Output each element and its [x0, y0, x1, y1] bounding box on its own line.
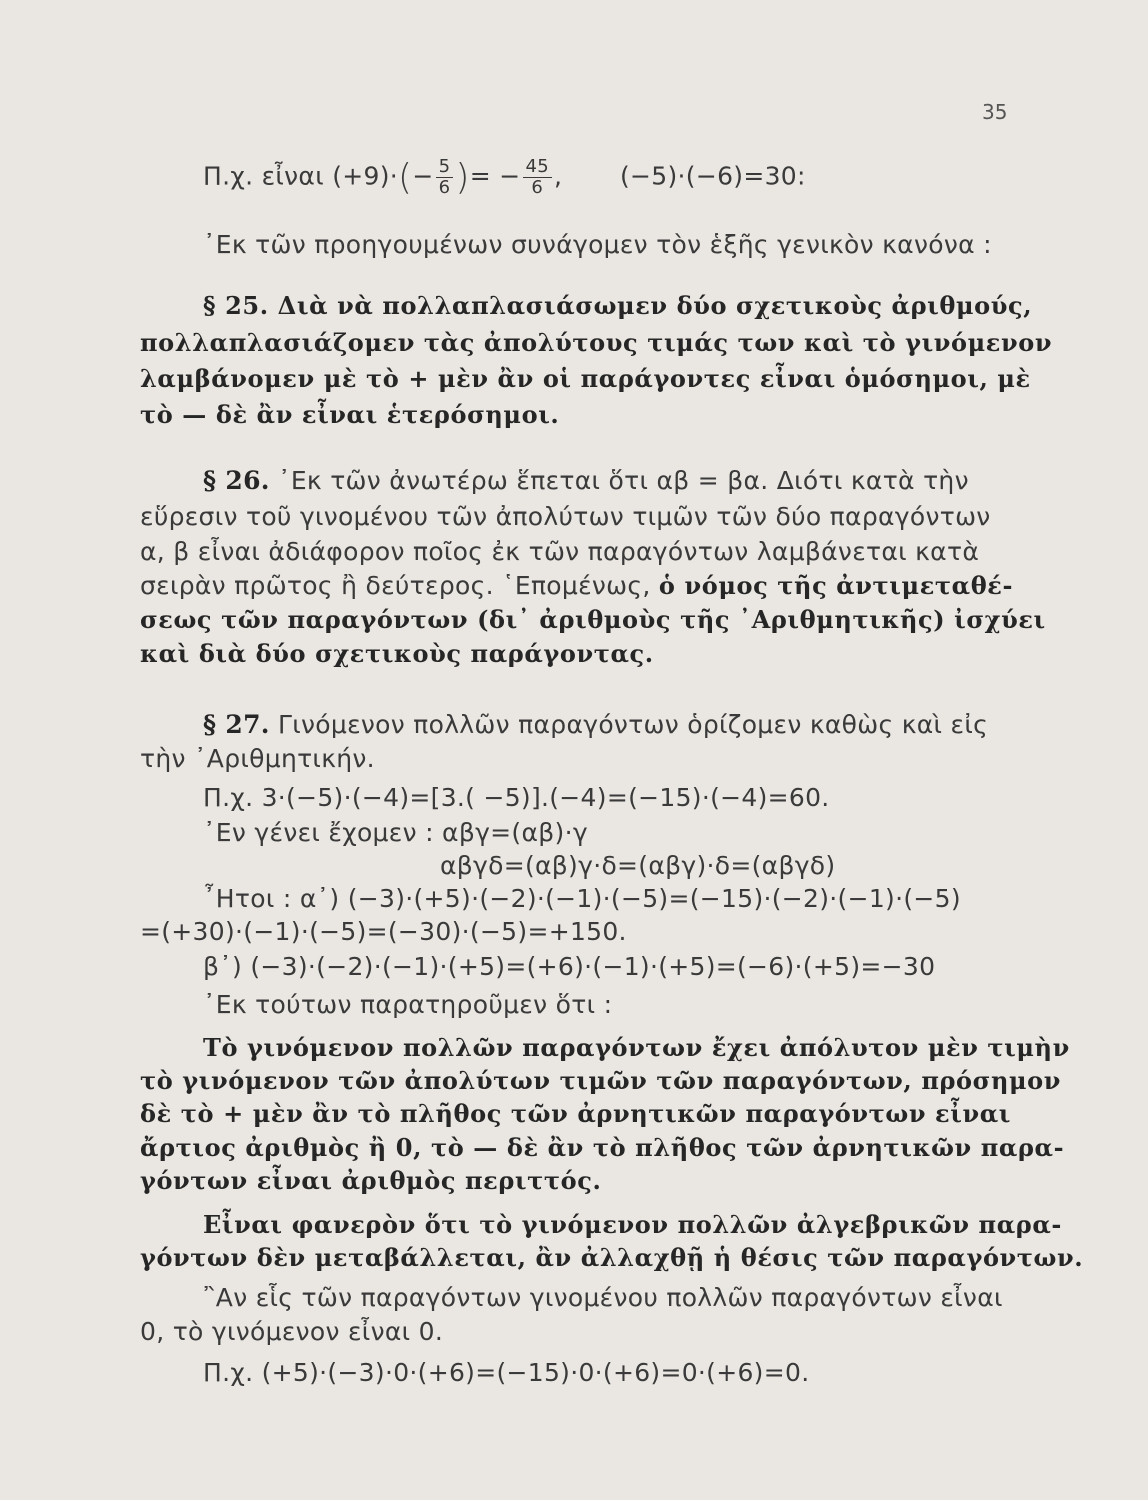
paren-open: ( — [398, 157, 413, 198]
section-25-line-3: λαμβάνομεν μὲ τὸ + μὲν ἂν οἱ παράγοντες εἶναι ὁμόσημοι, μὲ — [140, 364, 1031, 393]
example-prefix: Π.χ. εἶναι (+9)· — [203, 161, 399, 191]
section-25-mark: § 25. — [203, 291, 269, 320]
section-27-line-1: § 27. Γινόμενον πολλῶν παραγόντων ὁρίζομεν καθὼς καὶ εἰς — [203, 710, 989, 739]
section-26-line-4: σειρὰν πρῶτος ἢ δεύτερος. ῾Επομένως, ὁ νόμος τῆς ἀντιμεταθέ- — [140, 571, 1014, 600]
intro-line: ᾿Εκ τῶν προηγουμένων συνάγομεν τὸν ἑξῆς γενικὸν κανόνα : — [203, 230, 992, 259]
section-26-line-2: εὕρεσιν τοῦ γινομένου τῶν ἀπολύτων τιμῶν τῶν δύο παραγόντων — [140, 502, 991, 531]
section-25-line-2: πολλαπλασιάζομεν τὰς ἀπολύτους τιμάς των καὶ τὸ γινόμενον — [140, 328, 1053, 357]
section-27-line-2: τὴν ᾿Αριθμητικήν. — [140, 744, 375, 773]
rule-1-line-1: Τὸ γινόμενον πολλῶν παραγόντων ἔχει ἀπόλυτον μὲν τιμὴν — [203, 1033, 1070, 1062]
example-2: Π.χ. 3·(−5)·(−4)=[3.( −5)].(−4)=(−15)·(−4)=60. — [203, 783, 830, 812]
rule-2-line-1: Εἶναι φανερὸν ὅτι τὸ γινόμενον πολλῶν ἀλγεβρικῶν παρα- — [203, 1210, 1062, 1239]
rule-1-line-4: ἄρτιος ἀριθμὸς ἢ 0, τὸ — δὲ ἂν τὸ πλῆθος τῶν ἀρνητικῶν παρα- — [140, 1133, 1065, 1162]
example-alpha-line-2: =(+30)·(−1)·(−5)=(−30)·(−5)=+150. — [140, 917, 627, 946]
zero-factor-line-2: 0, τὸ γινόμενον εἶναι 0. — [140, 1317, 444, 1346]
rule-2-line-2: γόντων δὲν μεταβάλλεται, ἂν ἀλλαχθῇ ἡ θέσις τῶν παραγόντων. — [140, 1243, 1084, 1272]
zero-factor-line-1: ῍Αν εἷς τῶν παραγόντων γινομένου πολλῶν παραγόντων εἶναι — [203, 1283, 1003, 1312]
minus-sign: − — [412, 161, 434, 191]
general-formula-2: αβγδ=(αβ)γ·δ=(αβγ)·δ=(αβγδ) — [440, 851, 836, 880]
example-alpha-line-1: ῏Ητοι : α᾿) (−3)·(+5)·(−2)·(−1)·(−5)=(−15)·(−2)·(−1)·(−5) — [203, 884, 961, 913]
paren-close: ) — [455, 157, 470, 198]
section-26-line-5: σεως τῶν παραγόντων (δι᾿ ἀριθμοὺς τῆς ᾿Αριθμητικῆς) ἰσχύει — [140, 605, 1046, 634]
section-27-mark: § 27. — [203, 710, 270, 739]
rule-1-line-2: τὸ γινόμενον τῶν ἀπολύτων τιμῶν τῶν παραγόντων, πρόσημον — [140, 1066, 1062, 1095]
section-26-line-3: α, β εἶναι ἀδιάφορον ποῖος ἐκ τῶν παραγόντων λαμβάνεται κατὰ — [140, 537, 980, 566]
observation-line: ᾿Εκ τούτων παρατηροῦμεν ὅτι : — [203, 990, 613, 1019]
rule-1-line-3: δὲ τὸ + μὲν ἂν τὸ πλῆθος τῶν ἀρνητικῶν παραγόντων εἶναι — [140, 1099, 1011, 1128]
rule-1-line-5: γόντων εἶναι ἀριθμὸς περιττός. — [140, 1166, 602, 1195]
equals-minus: = − — [469, 161, 521, 191]
fraction-5-6: $\frac{5}{6}$ — [436, 157, 454, 198]
section-26-mark: § 26. — [203, 466, 270, 495]
section-26-line-1: § 26. ᾿Εκ τῶν ἀνωτέρω ἕπεται ὅτι αβ = βα. Διότι κατὰ τὴν — [203, 466, 969, 495]
section-25-line-1: § 25. Διὰ νὰ πολλαπλασιάσωμεν δύο σχετικοὺς ἀριθμούς, — [203, 291, 1033, 320]
example-3: Π.χ. (+5)·(−3)·0·(+6)=(−15)·0·(+6)=0·(+6)=0. — [203, 1358, 810, 1387]
page-number: 35 — [982, 100, 1008, 124]
example-beta: β᾿) (−3)·(−2)·(−1)·(+5)=(+6)·(−1)·(+5)=(−6)·(+5)=−30 — [203, 952, 936, 981]
example-fractions — [203, 157, 806, 198]
section-26-line-6: καὶ διὰ δύο σχετικοὺς παράγοντας. — [140, 639, 654, 668]
general-formula-1: ᾿Εν γένει ἔχομεν : αβγ=(αβ)·γ — [203, 818, 588, 847]
section-25-line-4: τὸ — δὲ ἂν εἶναι ἑτερόσημοι. — [140, 400, 560, 429]
fraction-45-6: $\frac{45}{6}$ — [523, 157, 553, 198]
example-suffix: , (−5)·(−6)=30: — [554, 161, 806, 191]
